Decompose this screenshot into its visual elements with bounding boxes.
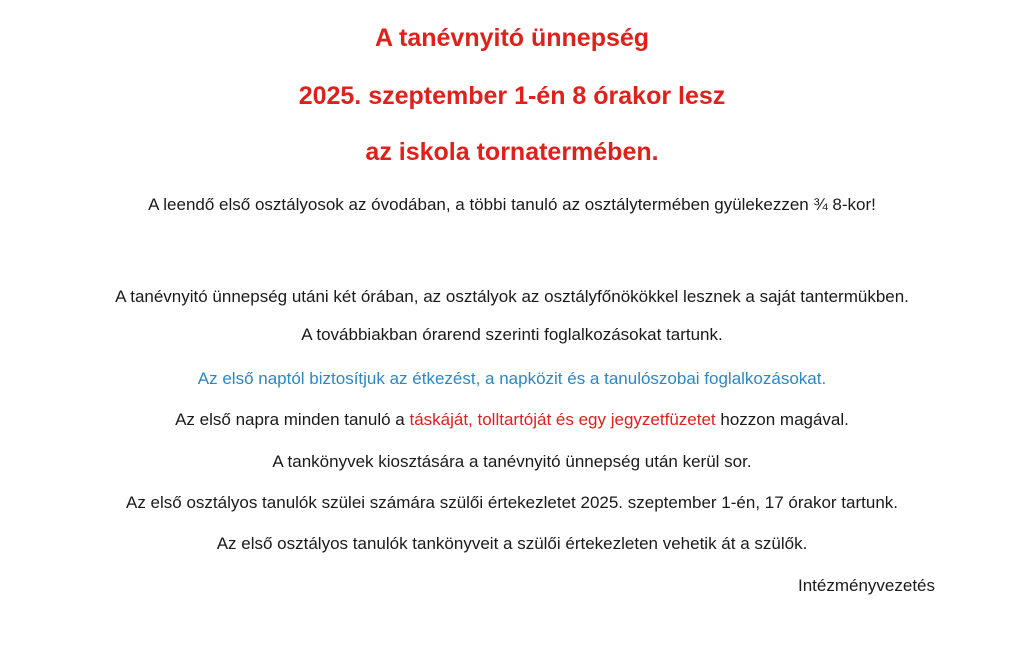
heading-line-1: A tanévnyitó ünnepség <box>374 24 650 52</box>
heading-line-2: 2025. szeptember 1-én 8 órakor lesz <box>298 82 726 110</box>
signature: Intézményvezetés <box>798 576 936 595</box>
paragraph-parents-meeting: Az első osztályos tanulók szülei számára szülői értekezletet 2025. szeptember 1-én, 17 órakor tartunk. <box>126 493 898 512</box>
paragraph-after-ceremony: A tanévnyitó ünnepség utáni két órában, az osztályok az osztályfőnökökkel lesznek a saját tantermükben. <box>115 287 909 306</box>
bring-text-after: hozzon magával. <box>715 410 849 429</box>
paragraph-parents-books: Az első osztályos tanulók tankönyveit a szülői értekezleten vehetik át a szülők. <box>216 534 808 553</box>
heading-line-3: az iskola tornatermében. <box>365 138 659 166</box>
paragraph-books: A tankönyvek kiosztására a tanévnyitó ünnepség után kerül sor. <box>272 452 752 471</box>
bring-text-before: Az első napra minden tanuló a <box>175 410 410 429</box>
paragraph-gather: A leendő első osztályosok az óvodában, a többi tanuló az osztálytermében gyülekezzen ¾ 8-kor! <box>148 195 876 214</box>
paragraph-bring <box>0 410 1024 430</box>
bring-highlight: táskáját, tolltartóját és egy jegyzetfüzetet <box>409 410 716 429</box>
paragraph-timetable: A továbbiakban órarend szerinti foglalkozásokat tartunk. <box>301 325 723 344</box>
paragraph-services: Az első naptól biztosítjuk az étkezést, a napközit és a tanulószobai foglalkozásokat. <box>197 369 827 388</box>
